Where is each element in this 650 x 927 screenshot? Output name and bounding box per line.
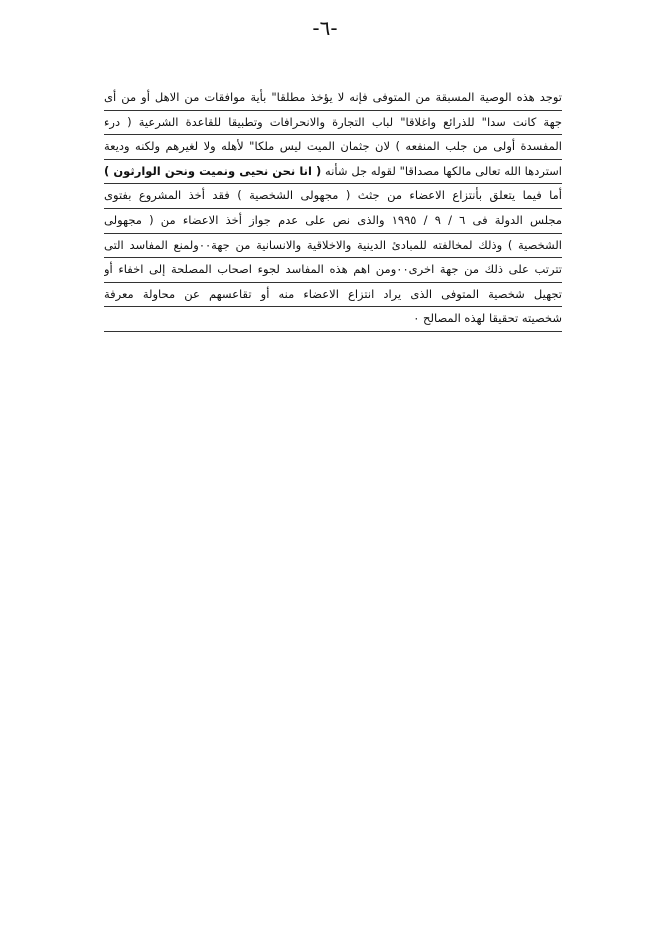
document-body <box>104 86 562 332</box>
text-line-7: الشخصية ) وذلك لمخالفته للمبادئ الدينية والاخلاقية والانسانية من جهة٠٠ولمنع المفاسد التى <box>104 234 562 259</box>
text-line-8: تترتب على ذلك من جهة اخرى٠٠ومن اهم هذه المفاسد لجوء اصحاب المصلحة إلى اخفاء أو <box>104 258 562 283</box>
text-line-4-normal: استردها الله تعالى مالكها مصداقا" لقوله جل شأنه <box>321 163 562 178</box>
page-number: -٦- <box>312 16 338 40</box>
quran-verse-quote: ( انا نحن نحيى ونميت ونحن الوارثون ) <box>104 163 322 178</box>
text-line-9: تجهيل شخصية المتوفى الذى يراد انتزاع الاعضاء منه أو تقاعسهم عن محاولة معرفة <box>104 283 562 308</box>
text-line-4 <box>104 160 562 185</box>
text-line-5: أما فيما يتعلق بأنتزاع الاعضاء من جثث ( مجهولى الشخصية ) فقد أخذ المشروع بفتوى <box>104 184 562 209</box>
text-line-3: المفسدة أولى من جلب المنفعه ) لان جثمان الميت ليس ملكا" لأهله ولا لغيرهم ولكنه وديعة <box>104 135 562 160</box>
text-line-1: توجد هذه الوصية المسبقة من المتوفى فإنه لا يؤخذ مطلقا" بأية موافقات من الاهل أو من أى <box>104 86 562 111</box>
text-line-2: جهة كانت سدا" للذرائع واغلاقا" لباب التجارة والانحرافات وتطبيقا للقاعدة الشرعية ( درء <box>104 111 562 136</box>
text-line-10: شخصيته تحقيقا لهذه المصالح ٠ <box>104 307 562 332</box>
text-line-6: مجلس الدولة فى ٦ / ٩ / ١٩٩٥ والذى نص على عدم جواز أخذ الاعضاء من ( مجهولى <box>104 209 562 234</box>
